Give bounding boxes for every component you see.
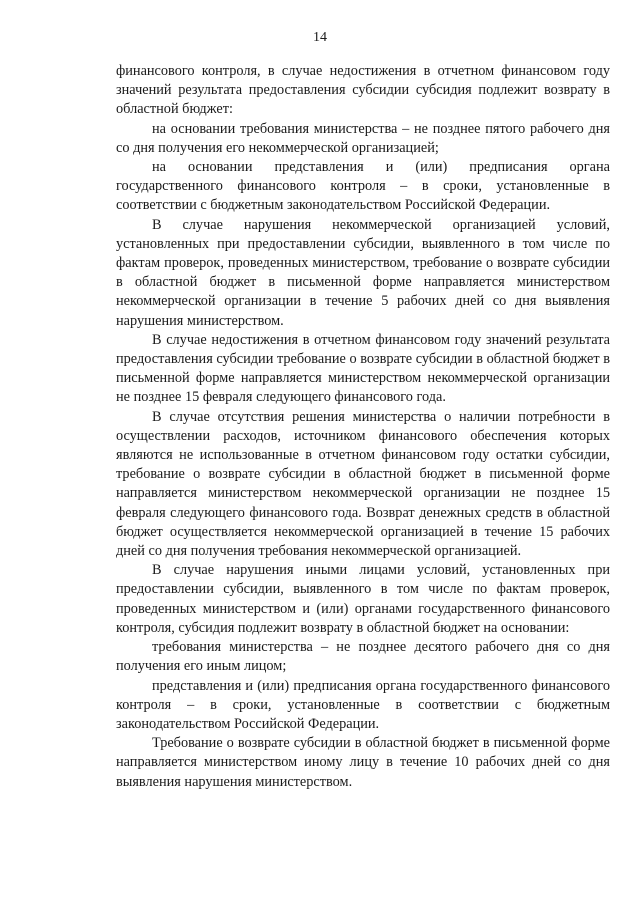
- paragraph-result-not-achieved: В случае недостижения в отчетном финансовом году значений результата предоставления субсидии требование о возврате субсидии в областной бюджет в письменной форме направляется министерством некоммерческой организации не позднее 15 февраля следующего финансового года.: [116, 331, 610, 406]
- document-body: [116, 62, 610, 792]
- paragraph-ministry-requirement-other: требования министерства – не позднее десятого рабочего дня со дня получения его иным лицом;: [116, 639, 610, 675]
- paragraph-no-decision: В случае отсутствия решения министерства о наличии потребности в осуществлении расходов, источником финансового обеспечения которых являются не использованные в отчетном финансовом году остатки субсидии, требование о возврате субсидии в областной бюджет в письменной форме направляется министерством некоммерческой организации не позднее 15 февраля следующего финансового года. Возврат денежных средств в областной бюджет осуществляется некоммерческой организацией в течение 15 рабочих дней со дня получения требования некоммерческой организацией.: [116, 408, 610, 560]
- paragraph-ministry-requirement: на основании требования министерства – не позднее пятого рабочего дня со дня получения его некоммерческой организацией;: [116, 120, 610, 156]
- paragraph-violation-nonprofit: В случае нарушения некоммерческой организацией условий, установленных при предоставлении субсидии, выявленного в том числе по фактам проверок, проведенных министерством, требование о возврате субсидии в областной бюджет в письменной форме направляется министерством некоммерческой организации в течение 5 рабочих дней со дня выявления нарушения министерством.: [116, 216, 610, 329]
- paragraph-return-requirement: Требование о возврате субсидии в областной бюджет в письменной форме направляется министерством иному лицу в течение 10 рабочих дней со дня выявления нарушения министерством.: [116, 735, 610, 790]
- paragraph-violation-other-persons: В случае нарушения иными лицами условий, установленных при предоставлении субсидии, выявленного в том числе по фактам проверок, проведенных министерством и (или) органами государственного финансового контроля, субсидия подлежит возврату в областной бюджет на основании:: [116, 562, 610, 636]
- paragraph-continuation: финансового контроля, в случае недостижения в отчетном финансовом году значений результата предоставления субсидии субсидия подлежит возврату в областной бюджет:: [116, 63, 610, 118]
- paragraph-control-body-order: на основании представления и (или) предписания органа государственного финансового контроля – в сроки, установленные в соответствии с бюджетным законодательством Российской Федерации.: [116, 159, 610, 214]
- page-number: 14: [313, 30, 327, 45]
- paragraph-control-body-order-other: представления и (или) предписания органа государственного финансового контроля – в сроки, установленные в соответствии с бюджетным законодательством Российской Федерации.: [116, 677, 610, 732]
